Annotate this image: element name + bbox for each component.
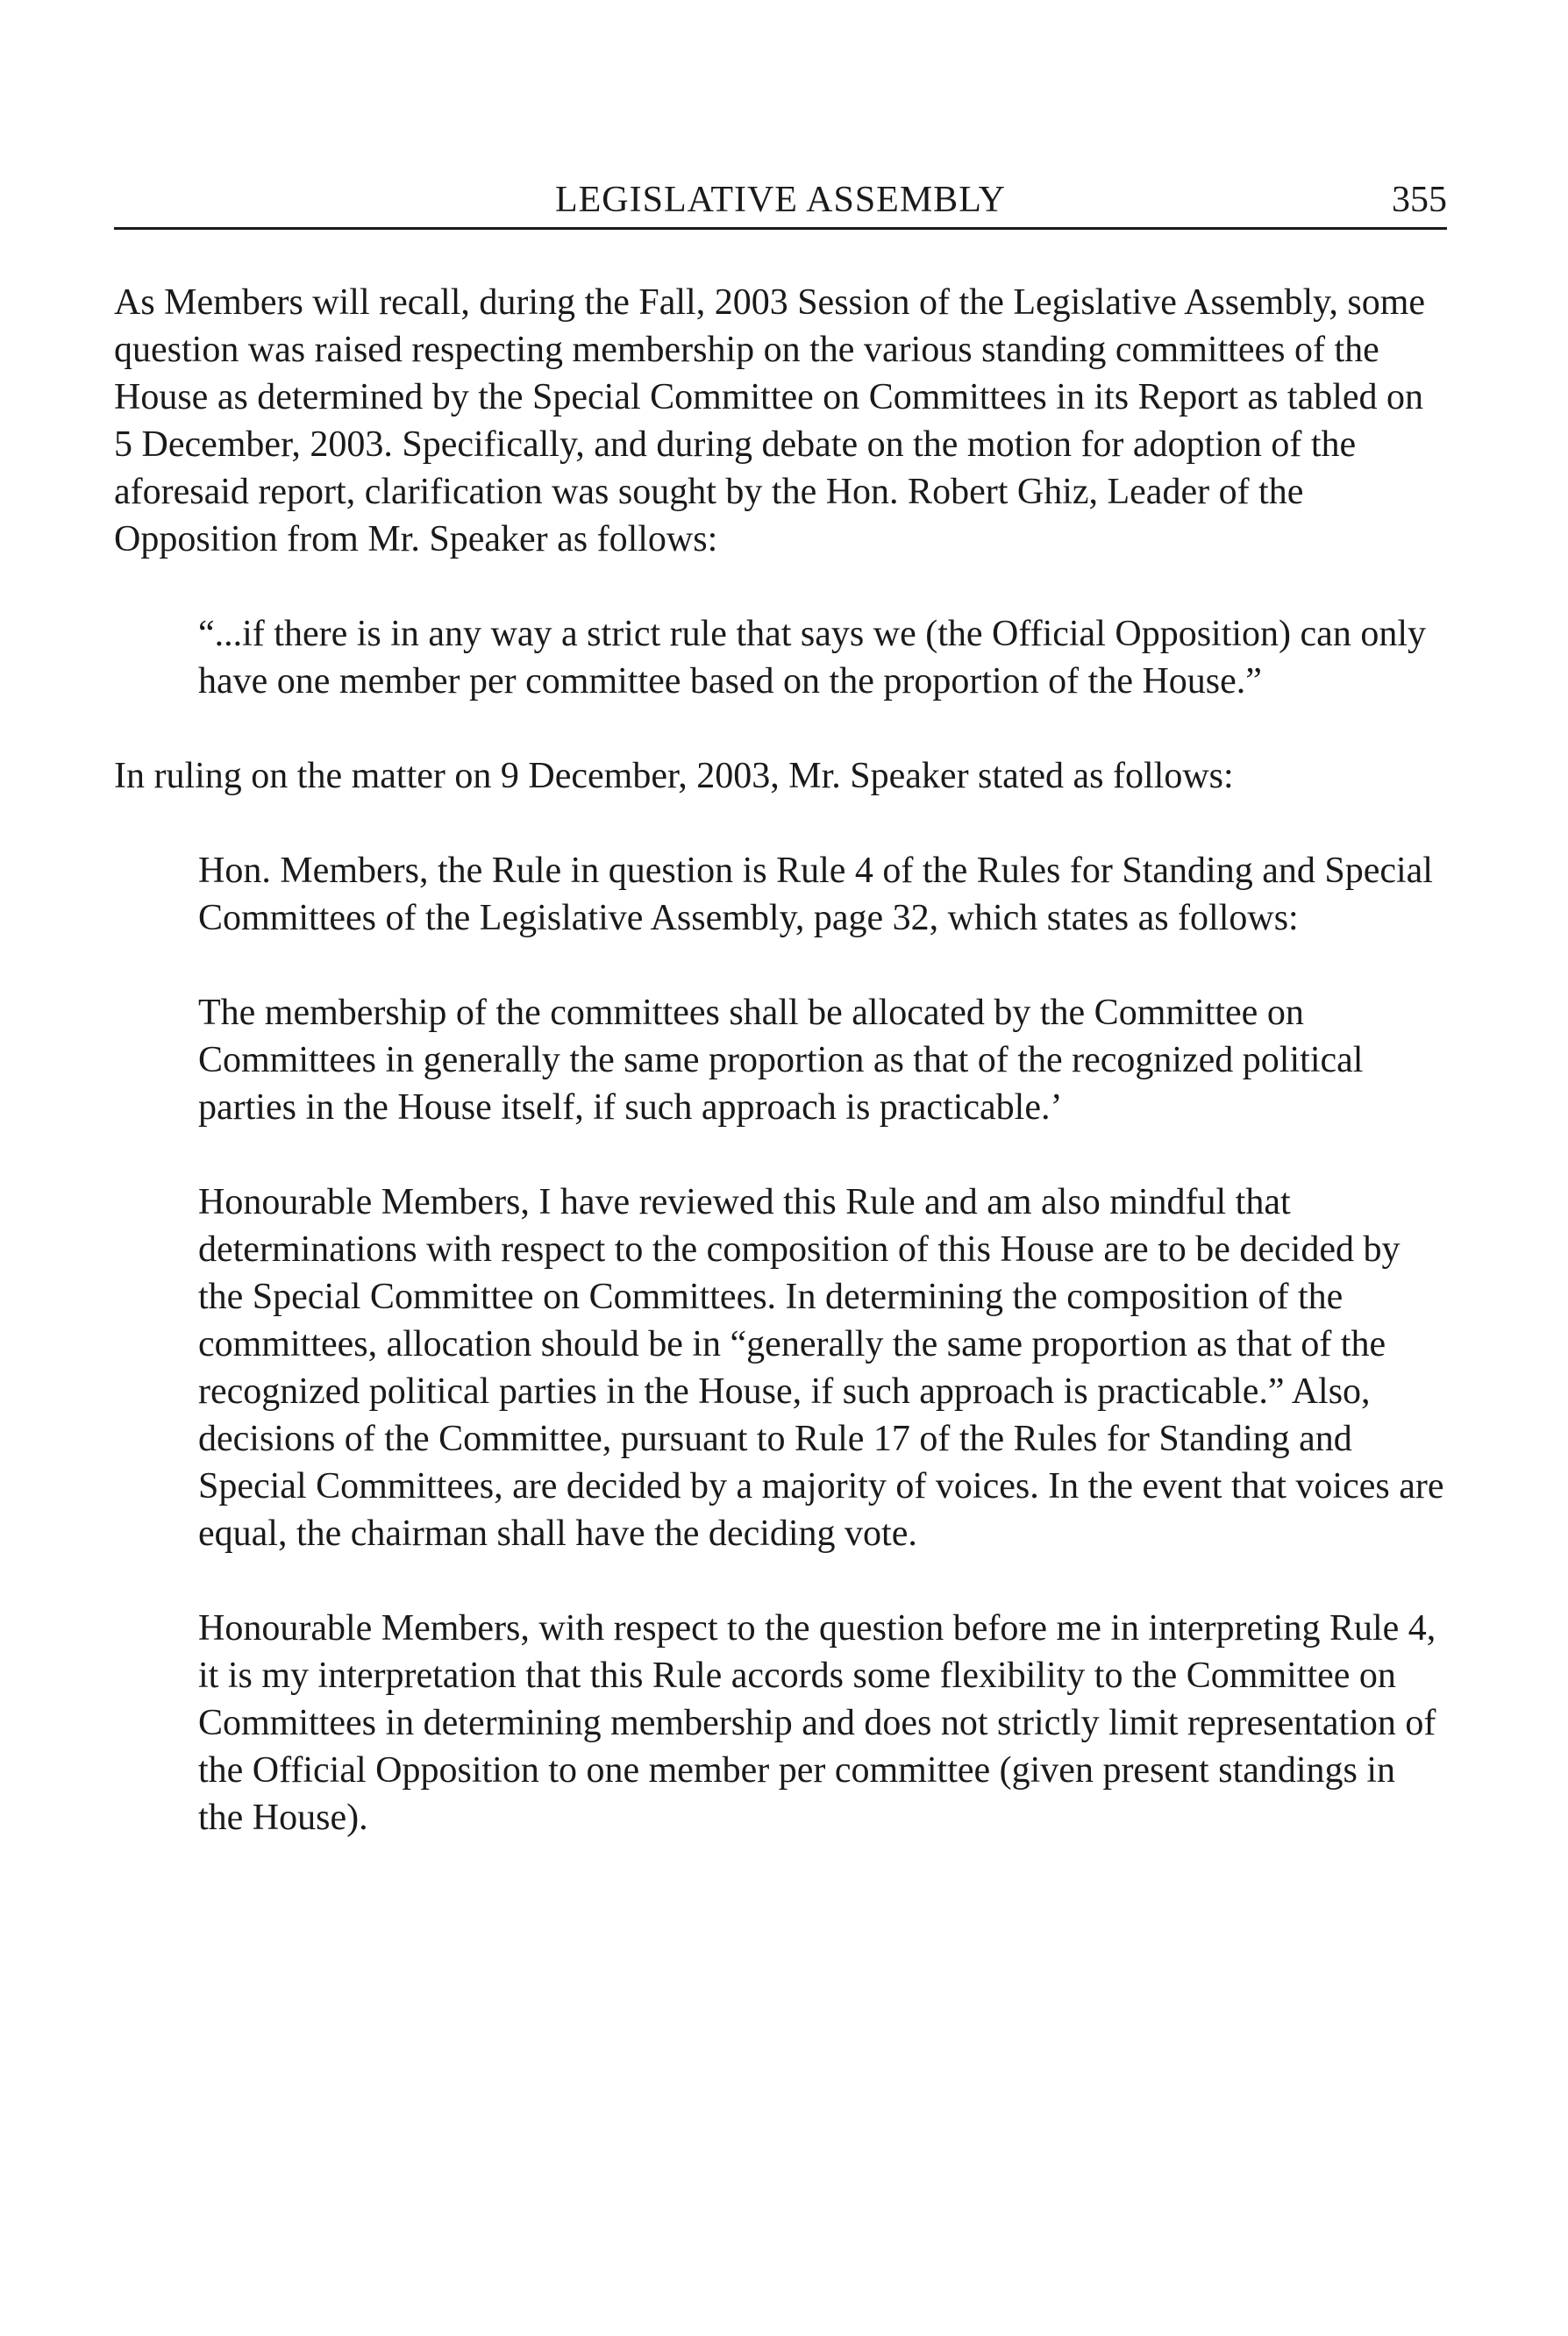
quoted-question: “...if there is in any way a strict rule that says we (the Official Opposition) can only have one member per committee based on the proportion of the House.” (198, 614, 1426, 702)
running-title: LEGISLATIVE ASSEMBLY (555, 180, 1006, 220)
page-number: 355 (1392, 180, 1447, 220)
rule-quote-paragraph: The membership of the committees shall be allocated by the Committee on Committees in generally the same proportion as that of the recognized political parties in the House itself, if such approach is practicable.’ (198, 993, 1364, 1128)
page-body (114, 279, 1447, 1889)
header-rule (114, 227, 1447, 230)
intro-paragraph: As Members will recall, during the Fall, 2003 Session of the Legislative Assembly, some question was raised respecting membership on the various standing committees of the House as determined by the Special Committee on Committees in its Report as tabled on 5 December, 2003. Specifically, and during debate on the motion for adoption of the aforesaid report, clarification was sought by the Hon. Robert Ghiz, Leader of the Opposition from Mr. Speaker as follows: (114, 282, 1426, 559)
page-header (114, 175, 1447, 228)
ruling-paragraph-3: Honourable Members, with respect to the question before me in interpreting Rule 4, it is my interpretation that this Rule accords some flexibility to the Committee on Committees in determining membership and does not strictly limit representation of the Official Opposition to one member per committee (given present standings in the House). (198, 1608, 1436, 1838)
ruling-paragraph-2: Honourable Members, I have reviewed this Rule and am also mindful that determinations with respect to the composition of this House are to be decided by the Special Committee on Committees. In determining the composition of the committees, allocation should be in “generally the same proportion as that of the recognized political parties in the House, if such approach is practicable.” Also, decisions of the Committee, pursuant to Rule 17 of the Rules for Standing and Special Committees, are decided by a majority of voices. In the event that voices are equal, the chairman shall have the deciding vote. (198, 1182, 1444, 1554)
ruling-paragraph-1: Hon. Members, the Rule in question is Rule 4 of the Rules for Standing and Special Committees of the Legislative Assembly, page 32, which states as follows: (198, 851, 1433, 938)
ruling-intro-paragraph: In ruling on the matter on 9 December, 2003, Mr. Speaker stated as follows: (114, 756, 1234, 796)
